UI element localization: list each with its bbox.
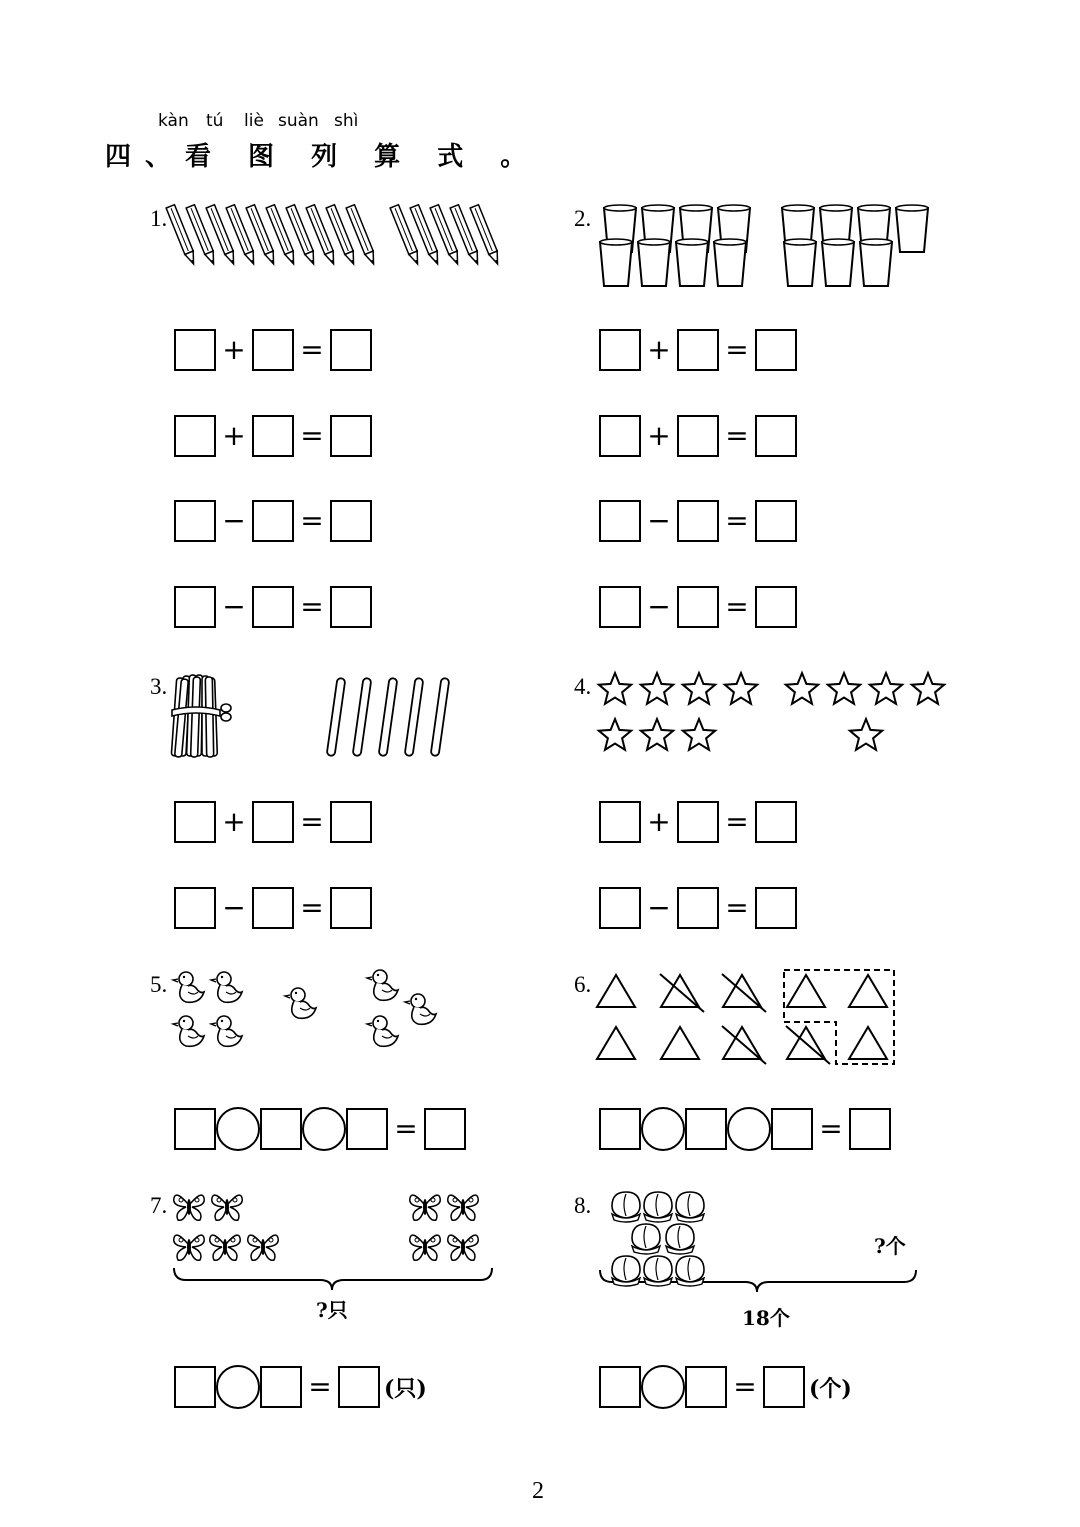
star-icon (683, 673, 715, 704)
cups-picture (596, 200, 936, 292)
answer-box-3[interactable] (346, 1108, 388, 1150)
cup-icon (822, 239, 854, 286)
butterfly-icon (448, 1195, 479, 1220)
equals-sign: = (300, 333, 324, 366)
operator-circle[interactable] (727, 1107, 771, 1151)
star-icon (599, 673, 631, 704)
section-title: 四、看 图 列 算 式 。 (105, 142, 541, 172)
butterfly-icon (410, 1195, 441, 1220)
answer-box-2[interactable] (677, 887, 719, 929)
triangle-icon (661, 1027, 699, 1059)
peach-icon (644, 1256, 672, 1286)
problem-1-number: 1. (150, 206, 168, 231)
equals-sign: = (300, 805, 324, 838)
butterfly-icon (248, 1235, 279, 1260)
plus-sign: + (647, 805, 671, 838)
peach-icon (612, 1256, 640, 1286)
triangle-icon (849, 1027, 887, 1059)
duckling-icon (211, 1016, 242, 1046)
star-icon (683, 719, 715, 750)
equals-sign: = (300, 419, 324, 452)
unit-label: (只) (384, 1375, 427, 1402)
answer-box-2[interactable] (260, 1366, 302, 1408)
cup-icon (896, 205, 928, 252)
butterfly-icon (174, 1195, 205, 1220)
peach-total-label: 18个 (742, 1306, 790, 1330)
equals-sign: = (725, 419, 749, 452)
answer-box-1[interactable] (174, 801, 216, 843)
cup-icon (676, 239, 708, 286)
plus-sign: + (222, 333, 246, 366)
minus-sign: − (647, 590, 671, 623)
answer-box-3[interactable] (763, 1366, 805, 1408)
cup-icon (714, 239, 746, 286)
answer-box-3[interactable] (755, 415, 797, 457)
crossed-triangle-icon (786, 1026, 830, 1064)
answer-box-2[interactable] (677, 801, 719, 843)
triangle-icon (787, 975, 825, 1007)
butterfly-total-label: ?只 (316, 1298, 348, 1322)
minus-sign: − (222, 590, 246, 623)
equation-row-3-2 (174, 886, 372, 930)
minus-sign: − (222, 504, 246, 537)
duckling-icon (367, 1016, 398, 1046)
triangle-icon (597, 1027, 635, 1059)
answer-box-3[interactable] (330, 887, 372, 929)
plus-sign: + (222, 419, 246, 452)
equation-row-8 (599, 1365, 852, 1409)
answer-box-1[interactable] (599, 586, 641, 628)
answer-box-3[interactable] (755, 329, 797, 371)
answer-box-3[interactable] (330, 415, 372, 457)
triangle-icon (597, 975, 635, 1007)
equation-row-3-1 (174, 800, 372, 844)
star-icon (850, 719, 882, 750)
equation-row-7 (174, 1365, 427, 1409)
equation-row-5 (174, 1107, 466, 1151)
minus-sign: − (647, 891, 671, 924)
answer-box-2[interactable] (252, 887, 294, 929)
answer-box-2[interactable] (252, 500, 294, 542)
pencils-picture (170, 200, 510, 270)
problem-7-number: 7. (150, 1193, 168, 1218)
crossed-triangle-icon (660, 974, 704, 1012)
minus-sign: − (222, 891, 246, 924)
answer-box-1[interactable] (599, 1366, 641, 1408)
equals-sign: = (300, 590, 324, 623)
butterfly-icon (410, 1235, 441, 1260)
stick-icon (431, 678, 450, 756)
answer-box-1[interactable] (599, 1108, 641, 1150)
butterflies-picture (170, 1188, 500, 1293)
equals-sign: = (733, 1370, 757, 1403)
peach-icon (644, 1192, 672, 1222)
crossed-triangle-icon (722, 974, 766, 1012)
equation-row-4-1 (599, 800, 797, 844)
equation-row-6 (599, 1107, 891, 1151)
answer-box-4[interactable] (849, 1108, 891, 1150)
answer-box-3[interactable] (330, 801, 372, 843)
equation-row-2-3 (599, 499, 797, 543)
answer-box-2[interactable] (685, 1108, 727, 1150)
cup-icon (600, 239, 632, 286)
answer-box-1[interactable] (174, 1366, 216, 1408)
answer-box-3[interactable] (755, 500, 797, 542)
answer-box-2[interactable] (677, 415, 719, 457)
peach-icon (612, 1192, 640, 1222)
operator-circle[interactable] (641, 1107, 685, 1151)
equals-sign: = (725, 590, 749, 623)
answer-box-1[interactable] (174, 329, 216, 371)
star-icon (870, 673, 902, 704)
equation-row-2-1 (599, 328, 797, 372)
answer-box-1[interactable] (174, 1108, 216, 1150)
ducklings-picture (170, 962, 450, 1058)
answer-box-2[interactable] (252, 329, 294, 371)
answer-box-4[interactable] (424, 1108, 466, 1150)
equals-sign: = (725, 504, 749, 537)
problem-2-number: 2. (574, 206, 592, 231)
equals-sign: = (819, 1112, 843, 1145)
cup-icon (638, 239, 670, 286)
stick-icon (353, 678, 372, 756)
answer-box-2[interactable] (252, 801, 294, 843)
peach-icon (676, 1256, 704, 1286)
butterfly-icon (448, 1235, 479, 1260)
answer-box-1[interactable] (174, 500, 216, 542)
operator-circle[interactable] (302, 1107, 346, 1151)
triangles-picture (594, 966, 904, 1070)
answer-box-3[interactable] (755, 887, 797, 929)
equals-sign: = (394, 1112, 418, 1145)
equation-row-1-4 (174, 585, 372, 629)
peach-icon (676, 1192, 704, 1222)
equation-row-2-2 (599, 414, 797, 458)
operator-circle[interactable] (216, 1107, 260, 1151)
answer-box-2[interactable] (252, 415, 294, 457)
answer-box-3[interactable] (755, 586, 797, 628)
operator-circle[interactable] (641, 1365, 685, 1409)
answer-box-2[interactable] (677, 586, 719, 628)
answer-box-1[interactable] (599, 329, 641, 371)
stick-icon (379, 678, 398, 756)
star-icon (641, 673, 673, 704)
stick-icon (405, 678, 424, 756)
sticks-picture (322, 676, 462, 762)
problem-6-number: 6. (574, 972, 592, 997)
answer-box-1[interactable] (174, 415, 216, 457)
duckling-icon (367, 970, 398, 1000)
equation-row-1-3 (174, 499, 372, 543)
plus-sign: + (647, 333, 671, 366)
duckling-icon (173, 972, 204, 1002)
answer-box-3[interactable] (330, 500, 372, 542)
answer-box-3[interactable] (330, 586, 372, 628)
answer-box-1[interactable] (599, 801, 641, 843)
equation-row-4-2 (599, 886, 797, 930)
pinyin-tu: tú (206, 111, 224, 131)
problem-4-number: 4. (574, 674, 592, 699)
star-icon (786, 673, 818, 704)
answer-box-2[interactable] (677, 329, 719, 371)
equation-row-1-1 (174, 328, 372, 372)
equation-row-2-4 (599, 585, 797, 629)
peach-icon (666, 1224, 694, 1254)
answer-box-1[interactable] (599, 500, 641, 542)
equals-sign: = (308, 1370, 332, 1403)
page-number: 2 (532, 1478, 544, 1504)
equals-sign: = (300, 891, 324, 924)
cup-icon (784, 239, 816, 286)
duckling-icon (405, 994, 436, 1024)
peach-icon (632, 1224, 660, 1254)
answer-box-3[interactable] (330, 329, 372, 371)
star-icon (641, 719, 673, 750)
problem-8-number: 8. (574, 1193, 592, 1218)
answer-box-3[interactable] (771, 1108, 813, 1150)
butterfly-icon (210, 1235, 241, 1260)
duckling-icon (173, 1016, 204, 1046)
pinyin-kan: kàn (158, 111, 189, 131)
answer-box-3[interactable] (338, 1366, 380, 1408)
equals-sign: = (300, 504, 324, 537)
plus-sign: + (222, 805, 246, 838)
pinyin-suan: suàn (278, 111, 319, 131)
answer-box-2[interactable] (252, 586, 294, 628)
equals-sign: = (725, 891, 749, 924)
problem-5-number: 5. (150, 972, 168, 997)
cup-icon (860, 239, 892, 286)
answer-box-2[interactable] (685, 1366, 727, 1408)
answer-box-2[interactable] (260, 1108, 302, 1150)
star-icon (912, 673, 944, 704)
star-icon (828, 673, 860, 704)
minus-sign: − (647, 504, 671, 537)
crossed-triangle-icon (722, 1026, 766, 1064)
answer-box-1[interactable] (599, 415, 641, 457)
pinyin-shi: shì (334, 111, 359, 131)
unit-label: (个) (809, 1375, 852, 1402)
triangle-icon (849, 975, 887, 1007)
duckling-icon (211, 972, 242, 1002)
stars-picture (594, 668, 954, 758)
butterfly-icon (212, 1195, 243, 1220)
equals-sign: = (725, 333, 749, 366)
answer-box-1[interactable] (599, 887, 641, 929)
equals-sign: = (725, 805, 749, 838)
operator-circle[interactable] (216, 1365, 260, 1409)
answer-box-1[interactable] (174, 887, 216, 929)
plus-sign: + (647, 419, 671, 452)
answer-box-2[interactable] (677, 500, 719, 542)
star-icon (725, 673, 757, 704)
pinyin-lie: liè (244, 111, 264, 131)
answer-box-3[interactable] (755, 801, 797, 843)
stick-bundle-picture (168, 670, 238, 762)
problem-3-number: 3. (150, 674, 168, 699)
stick-icon (327, 678, 346, 756)
equation-row-1-2 (174, 414, 372, 458)
answer-box-1[interactable] (174, 586, 216, 628)
star-icon (599, 719, 631, 750)
duckling-icon (285, 988, 316, 1018)
peach-unknown-label: ?个 (874, 1234, 906, 1258)
butterfly-icon (174, 1235, 205, 1260)
